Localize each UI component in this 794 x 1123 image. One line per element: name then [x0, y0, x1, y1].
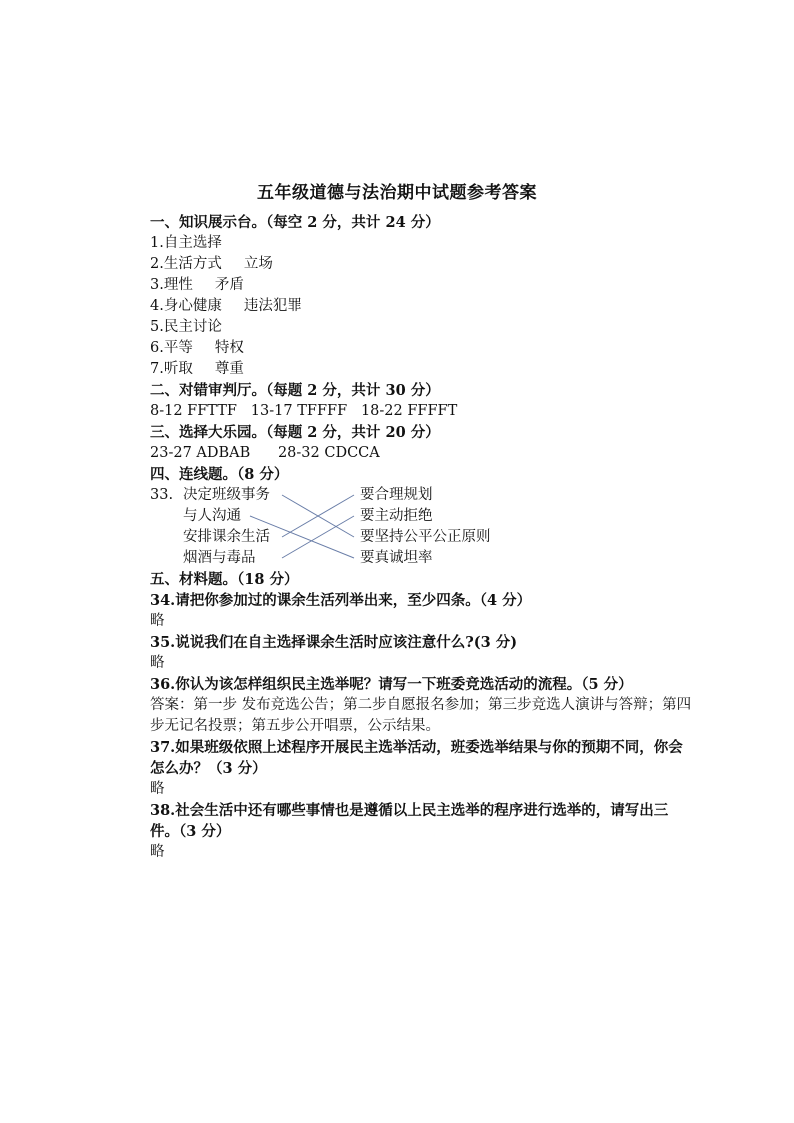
section3-heading: 三、选择大乐园。（每题 2 分，共计 20 分）	[150, 424, 440, 441]
item-number: 6.	[150, 340, 164, 356]
matching-lines	[150, 485, 695, 569]
question-34: 34.请把你参加过的课余生活列举出来，至少四条。（4 分）	[150, 592, 532, 609]
section2-answers: 8-12 FFTTF 13-17 TFFFF 18-22 FFFFT	[150, 403, 458, 419]
matching-right-item: 要主动拒绝	[360, 508, 433, 524]
match-line	[282, 516, 354, 558]
matching-left-item: 安排课余生活	[183, 529, 270, 545]
section1-list	[150, 233, 695, 380]
item-number: 7.	[150, 361, 164, 377]
answer-34: 略	[150, 613, 165, 629]
page-title: 五年级道德与法治期中试题参考答案	[257, 183, 537, 203]
list-item	[150, 338, 695, 359]
section1-heading: 一、知识展示台。（每空 2 分，共计 24 分）	[150, 214, 440, 231]
item-answer: 听取	[163, 361, 193, 377]
list-item	[150, 359, 695, 380]
list-item	[150, 254, 695, 275]
answer-37: 略	[150, 781, 165, 797]
matching-left-item: 烟酒与毒品	[183, 550, 256, 566]
item-answer: 自主选择	[163, 235, 222, 251]
item-number: 3.	[150, 277, 164, 293]
item-number: 1.	[150, 235, 164, 251]
item-answer: 民主讨论	[163, 319, 222, 335]
section3-answers: 23-27 ADBAB 28-32 CDCCA	[150, 445, 380, 461]
matching-right-item: 要真诚坦率	[360, 550, 433, 566]
matching-left-item: 决定班级事务	[183, 487, 270, 503]
item-answer: 立场	[243, 256, 273, 272]
section5-heading: 五、材料题。（18 分）	[150, 571, 299, 588]
section2-heading: 二、对错审判厅。（每题 2 分，共计 30 分）	[150, 382, 440, 399]
list-item	[150, 296, 695, 317]
question-number: 33.	[150, 487, 174, 503]
item-answer: 尊重	[214, 361, 244, 377]
item-answer: 矛盾	[214, 277, 244, 293]
list-item	[150, 233, 695, 254]
matching-right-item: 要合理规划	[360, 487, 433, 503]
item-answer: 理性	[163, 277, 193, 293]
question-37: 37.如果班级依照上述程序开展民主选举活动，班委选举结果与你的预期不同，你会怎么办？（3 分）	[150, 739, 683, 777]
item-answer: 违法犯罪	[243, 298, 302, 314]
question-36: 36.你认为该怎样组织民主选举呢？请写一下班委竞选活动的流程。（5 分）	[150, 676, 633, 693]
matching-left-item: 与人沟通	[183, 508, 241, 524]
matching-right-item: 要坚持公平公正原则	[360, 529, 491, 545]
item-number: 2.	[150, 256, 164, 272]
answer-content	[150, 212, 695, 863]
answer-36: 答案：第一步 发布竞选公告；第二步自愿报名参加；第三步竞选人演讲与答辩；第四步无记名投票；第五步公开唱票，公示结果。	[150, 697, 692, 734]
list-item	[150, 275, 695, 296]
list-item	[150, 317, 695, 338]
item-number: 4.	[150, 298, 164, 314]
item-number: 5.	[150, 319, 164, 335]
item-answer: 特权	[214, 340, 244, 356]
item-answer: 生活方式	[163, 256, 222, 272]
question-35: 35.说说我们在自主选择课余生活时应该注意什么?(3 分)	[150, 634, 518, 651]
matching-exercise	[150, 485, 695, 569]
match-line	[250, 516, 354, 558]
item-answer: 身心健康	[163, 298, 222, 314]
question-38: 38.社会生活中还有哪些事情也是遵循以上民主选举的程序进行选举的，请写出三件。（3 分）	[150, 802, 669, 840]
item-answer: 平等	[163, 340, 193, 356]
answer-35: 略	[150, 655, 165, 671]
section4-heading: 四、连线题。（8 分）	[150, 466, 289, 483]
answer-38: 略	[150, 844, 165, 860]
